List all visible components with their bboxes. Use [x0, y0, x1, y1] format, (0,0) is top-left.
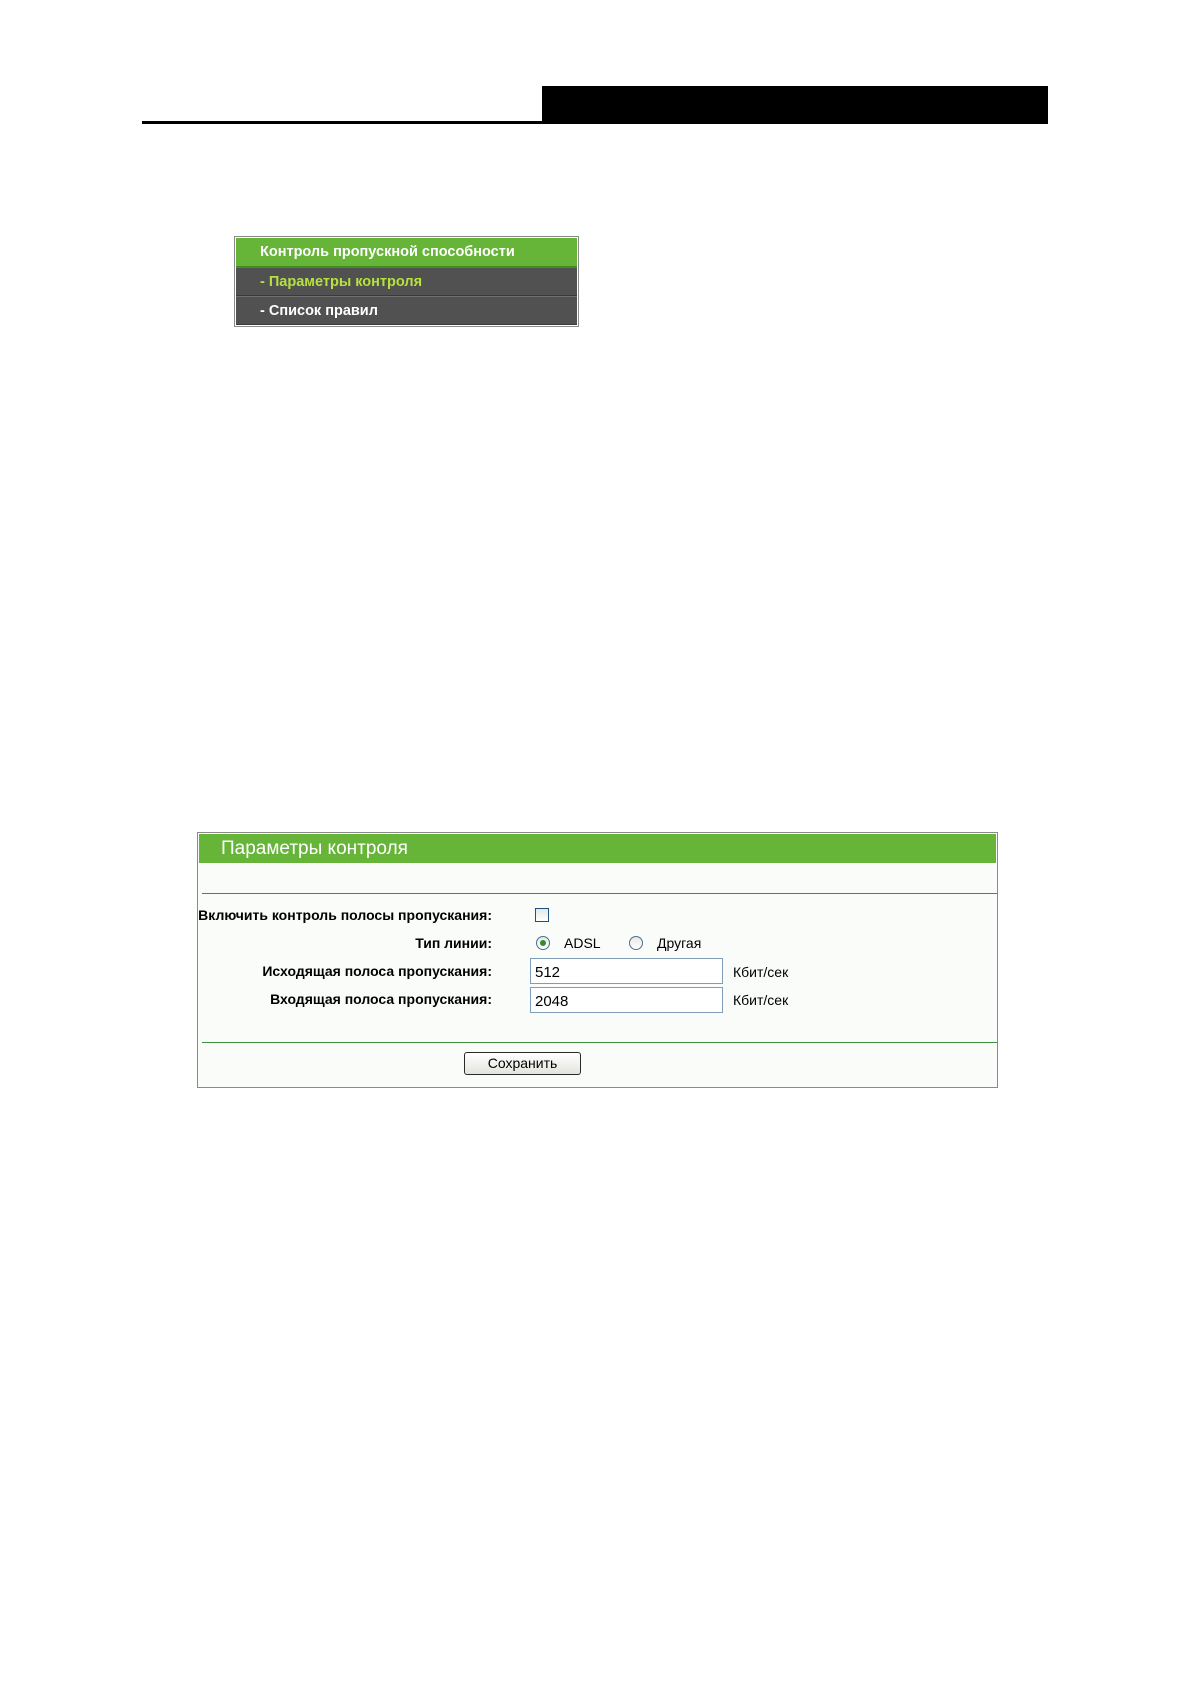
line-type-adsl-label: ADSL	[564, 935, 601, 951]
bottom-separator	[202, 1042, 997, 1043]
enable-bandwidth-control-checkbox[interactable]	[535, 908, 549, 922]
menu-item-label: - Список правил	[260, 303, 378, 319]
ingress-unit-label: Кбит/сек	[733, 992, 789, 1008]
top-separator	[202, 893, 997, 894]
menu-item-label: - Параметры контроля	[260, 274, 423, 290]
menu-item-rules-list[interactable]	[236, 296, 577, 325]
egress-bandwidth-input[interactable]	[530, 958, 723, 984]
menu-header-label: Контроль пропускной способности	[260, 244, 515, 260]
control-settings-panel	[197, 832, 998, 1088]
menu-header-bandwidth-control[interactable]	[236, 238, 577, 267]
save-button[interactable]: Сохранить	[464, 1052, 581, 1075]
line-type-label: Тип линии:	[415, 935, 492, 951]
ingress-bandwidth-input[interactable]	[530, 987, 723, 1013]
line-type-adsl-radio[interactable]	[536, 936, 550, 950]
egress-bandwidth-label: Исходящая полоса пропускания:	[262, 963, 492, 979]
line-type-other-label: Другая	[657, 935, 702, 951]
line-type-other-radio[interactable]	[629, 936, 643, 950]
menu-item-control-settings[interactable]	[236, 267, 577, 296]
enable-bandwidth-control-label: Включить контроль полосы пропускания:	[198, 907, 492, 923]
ingress-bandwidth-label: Входящая полоса пропускания:	[270, 991, 492, 1007]
header-black-block	[542, 86, 1048, 124]
egress-unit-label: Кбит/сек	[733, 964, 789, 980]
bandwidth-control-menu	[234, 236, 579, 327]
panel-title: Параметры контроля	[199, 834, 996, 863]
